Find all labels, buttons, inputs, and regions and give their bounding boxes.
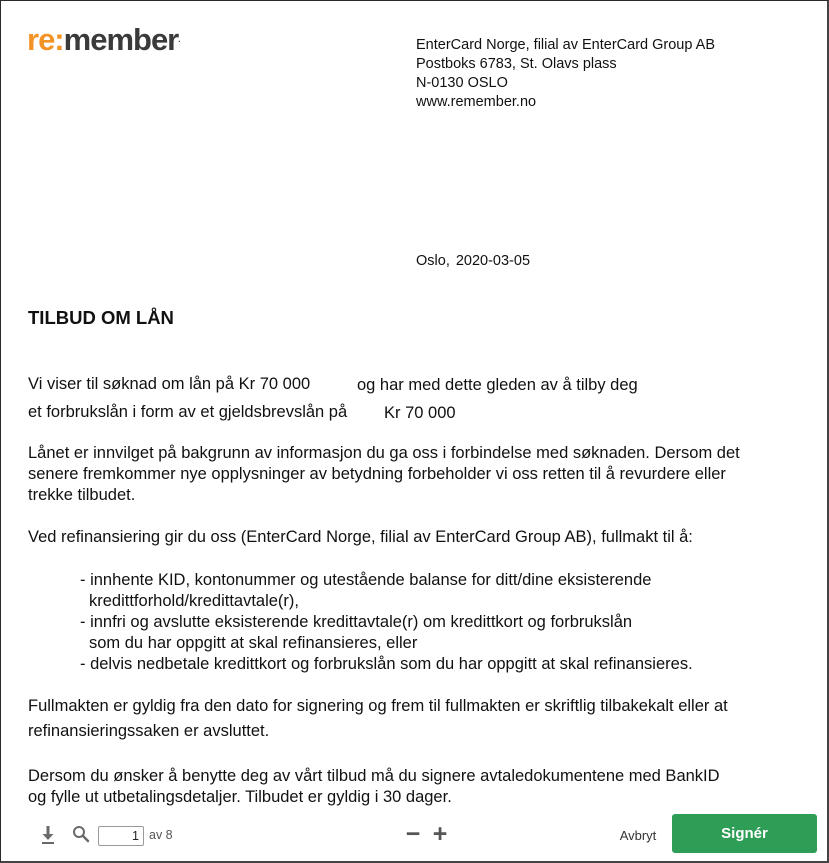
sender-line: N-0130 OSLO — [416, 75, 508, 91]
remember-logo: re:member. — [27, 22, 181, 57]
page-number-input[interactable]: 1 — [98, 826, 144, 846]
sender-line: EnterCard Norge, filial av EnterCard Group AB — [416, 37, 715, 53]
cancel-button[interactable]: Avbryt — [610, 824, 666, 846]
viewer-toolbar — [2, 807, 827, 861]
paragraph-text: Ved refinansiering gir du oss (EnterCard Norge, filial av EnterCard Group AB), fullmakt til å: — [28, 528, 693, 546]
list-item: - innhente KID, kontonummer og utestående balanse for ditt/dine eksisterende — [80, 571, 652, 589]
search-icon[interactable] — [72, 825, 90, 843]
zoom-in-button[interactable]: + — [432, 820, 448, 848]
sender-address — [416, 36, 715, 112]
paragraph-text: og fylle ut utbetalingsdetaljer. Tilbudet er gyldig i 30 dager. — [28, 788, 452, 806]
zoom-out-button[interactable]: − — [405, 820, 421, 848]
list-item: som du har oppgitt at skal refinansieres, eller — [89, 634, 418, 652]
sender-line: www.remember.no — [416, 94, 537, 110]
sender-line: Postboks 6783, St. Olavs plass — [416, 56, 617, 72]
paragraph-text: og har med dette gleden av å tilby deg — [357, 376, 638, 394]
date-value: 2020-03-05 — [455, 253, 531, 269]
page-title: TILBUD OM LÅN — [28, 307, 174, 328]
loan-amount: Kr 70 000 — [384, 404, 456, 422]
document-page — [2, 2, 827, 806]
list-item: - delvis nedbetale kredittkort og forbrukslån som du har oppgitt at skal refinansieres. — [80, 655, 693, 673]
paragraph-text: Fullmakten er gyldig fra den dato for signering og frem til fullmakten er skriftlig tilbakekalt eller at — [28, 697, 728, 715]
date-place: Oslo, — [416, 253, 450, 269]
sign-button[interactable]: Signér — [672, 814, 817, 853]
list-item: - innfri og avslutte eksisterende kredittavtale(r) om kredittkort og forbrukslån — [80, 613, 633, 631]
dateline — [416, 253, 530, 269]
paragraph-text: refinansieringssaken er avsluttet. — [28, 722, 270, 740]
paragraph-text: trekke tilbudet. — [28, 486, 136, 504]
download-icon[interactable] — [40, 825, 56, 845]
list-item: kredittforhold/kredittavtale(r), — [89, 592, 299, 610]
paragraph-text: Dersom du ønsker å benytte deg av vårt tilbud må du signere avtaledokumentene med BankID — [28, 767, 720, 785]
paragraph-text: Vi viser til søknad om lån på Kr 70 000 — [28, 375, 311, 393]
paragraph-text: Lånet er innvilget på bakgrunn av informasjon du ga oss i forbindelse med søknaden. Dersom det — [28, 444, 740, 462]
page-total: av 8 — [149, 828, 173, 842]
paragraph-text: senere fremkommer nye opplysninger av betydning forbeholder vi oss retten til å revurdere eller — [28, 465, 726, 483]
paragraph-text: et forbrukslån i form av et gjeldsbrevslån på — [28, 403, 348, 421]
